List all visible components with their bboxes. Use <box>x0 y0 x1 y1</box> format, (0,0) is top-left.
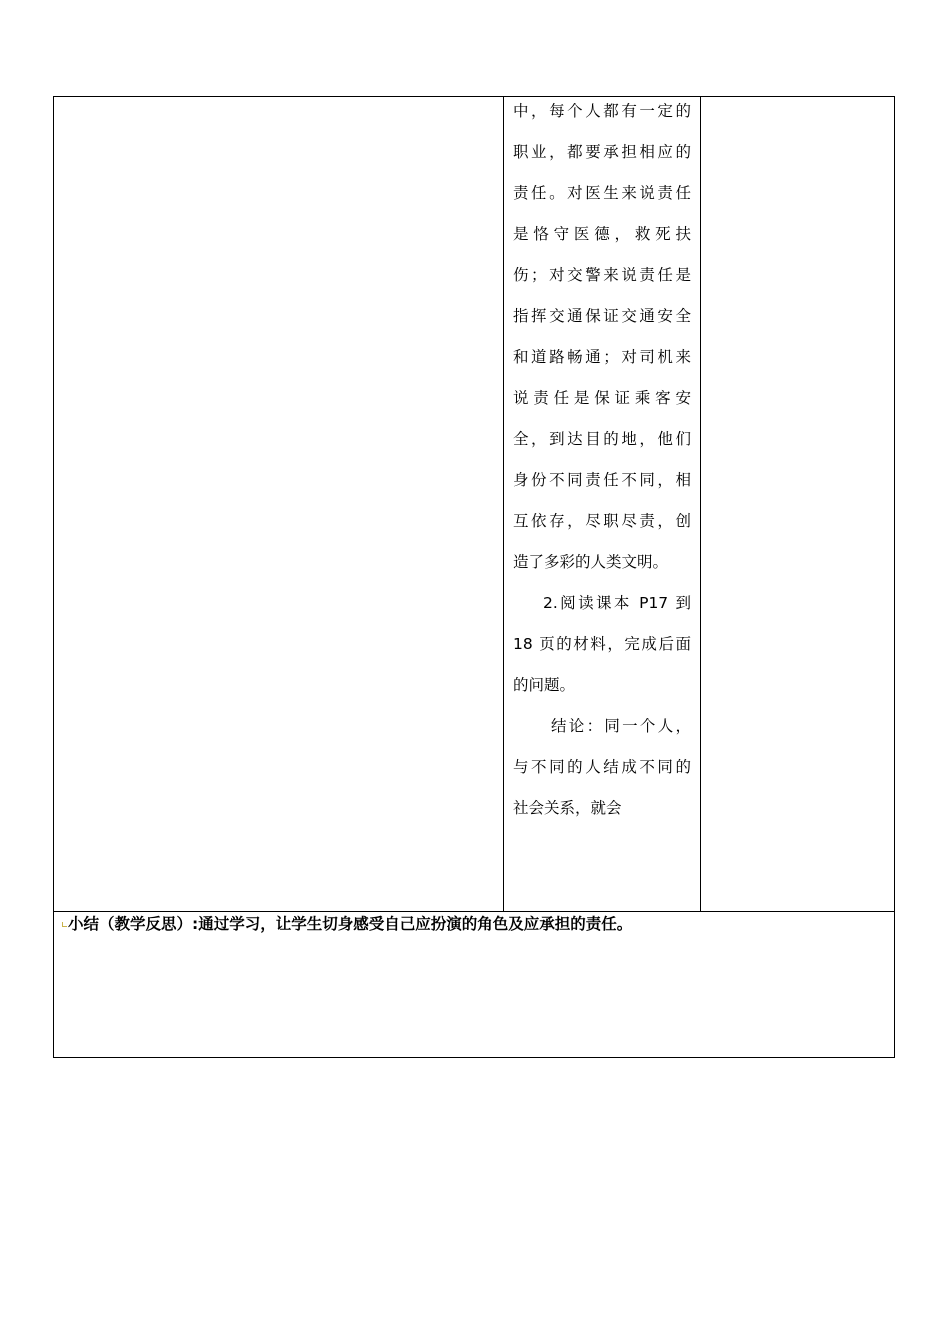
cell-line: 伤；对交警来说责任是 <box>513 266 691 284</box>
column-divider-left <box>503 97 504 911</box>
cell-line: 职业，都要承担相应的 <box>513 143 691 161</box>
cell-line: 社会关系，就会 <box>513 799 622 817</box>
edit-mark-icon <box>62 922 67 927</box>
cell-line: 互依存，尽职尽责，创 <box>513 512 691 530</box>
cell-line: 的问题。 <box>513 676 576 694</box>
cell-line: 责任。对医生来说责任 <box>513 184 691 202</box>
cell-line: 2.阅读课本 P17 到 <box>543 594 691 612</box>
cell-line: 和道路畅通；对司机来 <box>513 348 691 366</box>
cell-line: 全，到达目的地，他们 <box>513 430 691 448</box>
row-divider <box>54 911 894 912</box>
cell-line: 造了多彩的人类文明。 <box>513 553 669 571</box>
summary-text: 通过学习，让学生切身感受自己应扮演的角色及应承担的责任。 <box>198 915 633 933</box>
cell-line: 身份不同责任不同，相 <box>513 471 691 489</box>
cell-line: 18 页的材料，完成后面 <box>513 635 691 653</box>
cell-line: 说责任是保证乘客安 <box>513 389 691 407</box>
cell-line: 是恪守医德，救死扶 <box>513 225 691 243</box>
cell-line: 结论：同一个人， <box>551 717 691 735</box>
summary-row <box>62 913 632 935</box>
summary-label: 小结（教学反思）: <box>68 915 199 933</box>
cell-line: 指挥交通保证交通安全 <box>513 307 691 325</box>
cell-line: 与不同的人结成不同的 <box>513 758 691 776</box>
column-divider-right <box>700 97 701 911</box>
cell-line: 中，每个人都有一定的 <box>513 102 691 120</box>
middle-cell <box>513 99 691 837</box>
lesson-table <box>53 96 895 1058</box>
